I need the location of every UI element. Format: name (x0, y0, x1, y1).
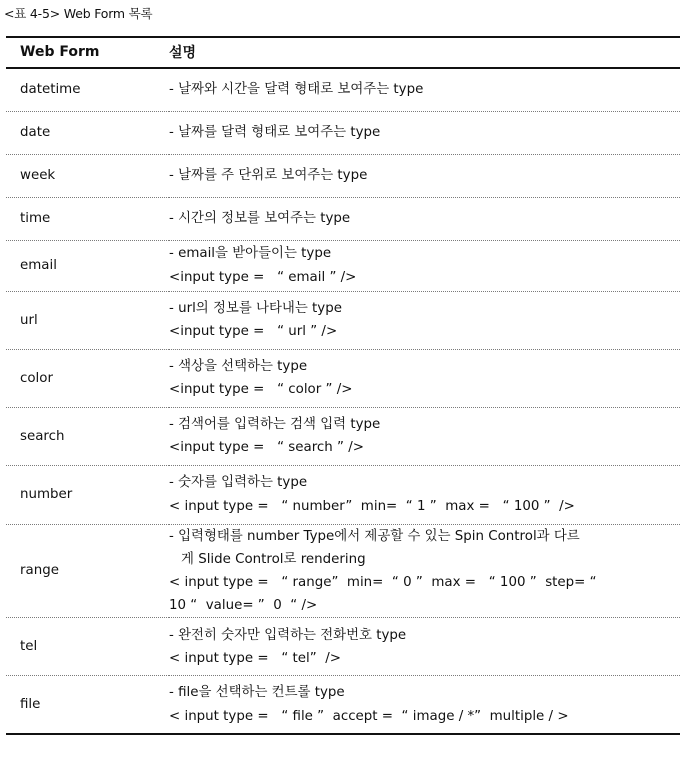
column-header-web-form: Web Form (6, 37, 169, 68)
web-form-table-container (6, 36, 680, 735)
description-line: < input type = “ file ” accept = “ image / *” multiple / > (169, 708, 569, 724)
description-cell (169, 524, 680, 618)
description-line: < input type = “ tel” /> (169, 650, 341, 666)
description-line: - file을 선택하는 컨트롤 type (169, 685, 345, 701)
table-row (6, 465, 680, 524)
web-form-name-cell: range (6, 524, 169, 618)
description-line: <input type = “ search ” /> (169, 440, 364, 455)
table-caption: <표 4-5> Web Form 목록 (4, 6, 153, 21)
description-line: - 시간의 정보를 보여주는 type (169, 210, 351, 226)
web-form-name-cell: file (20, 697, 41, 713)
description-cell (169, 349, 680, 407)
description-cell (169, 291, 680, 349)
web-form-table (6, 36, 680, 735)
table-body (6, 68, 680, 734)
description-line: <input type = “ color ” /> (169, 382, 353, 397)
description-line: 10 “ value= ” 0 “ /> (169, 598, 318, 614)
description-line: - email을 받아들이는 type (169, 246, 332, 262)
description-line: <input type = “ url ” /> (169, 324, 338, 339)
table-row (6, 349, 680, 407)
description-line: - 입력형태를 number Type에서 제공할 수 있는 Spin Control과 다르 (169, 528, 580, 544)
table-row (6, 524, 680, 618)
web-form-name-cell: color (6, 349, 169, 407)
web-form-name-cell: date (6, 111, 169, 154)
description-cell (169, 618, 680, 676)
web-form-name-cell: url (6, 291, 169, 349)
table-row (6, 618, 680, 676)
description-cell (169, 197, 680, 240)
description-line: - 날짜를 달력 형태로 보여주는 type (169, 124, 381, 140)
web-form-name-cell: week (6, 154, 169, 197)
description-line: - 날짜와 시간을 달력 형태로 보여주는 type (169, 82, 424, 98)
description-line: - 날짜를 주 단위로 보여주는 type (169, 167, 368, 183)
description-cell (169, 68, 680, 111)
table-row (6, 407, 680, 465)
table-row (6, 197, 680, 240)
web-form-name-cell: number (6, 465, 169, 524)
description-line: <input type = “ email ” /> (169, 269, 357, 285)
web-form-name-cell: search (6, 407, 169, 465)
column-header-description: 설명 (169, 37, 680, 68)
table-row (6, 291, 680, 349)
description-line: - url의 정보를 나타내는 type (169, 300, 342, 316)
description-cell (169, 676, 680, 734)
description-line: - 완전히 숫자만 입력하는 전화번호 type (169, 627, 407, 643)
table-row (6, 68, 680, 111)
web-form-name-cell: datetime (6, 68, 169, 111)
table-row (6, 676, 680, 734)
description-cell (169, 465, 680, 524)
table-header-row (6, 37, 680, 68)
web-form-name-cell: tel (6, 618, 169, 676)
description-line: - 색상을 선택하는 type (169, 358, 308, 374)
table-row (6, 240, 680, 291)
description-cell (169, 240, 680, 291)
web-form-name-cell: email (6, 240, 169, 291)
description-line: < input type = “ number” min= “ 1 ” max = “ 100 ” /> (169, 498, 575, 514)
description-line: 게 Slide Control로 rendering (181, 551, 366, 567)
table-row (6, 111, 680, 154)
web-form-name-cell: time (6, 197, 169, 240)
description-cell (169, 154, 680, 197)
description-line: < input type = “ range” min= “ 0 ” max = “ 100 ” step= “ (169, 574, 597, 590)
description-line: - 숫자를 입력하는 type (169, 475, 308, 491)
description-line: - 검색어를 입력하는 검색 입력 type (169, 416, 381, 432)
table-row (6, 154, 680, 197)
description-cell (169, 111, 680, 154)
description-cell (169, 407, 680, 465)
